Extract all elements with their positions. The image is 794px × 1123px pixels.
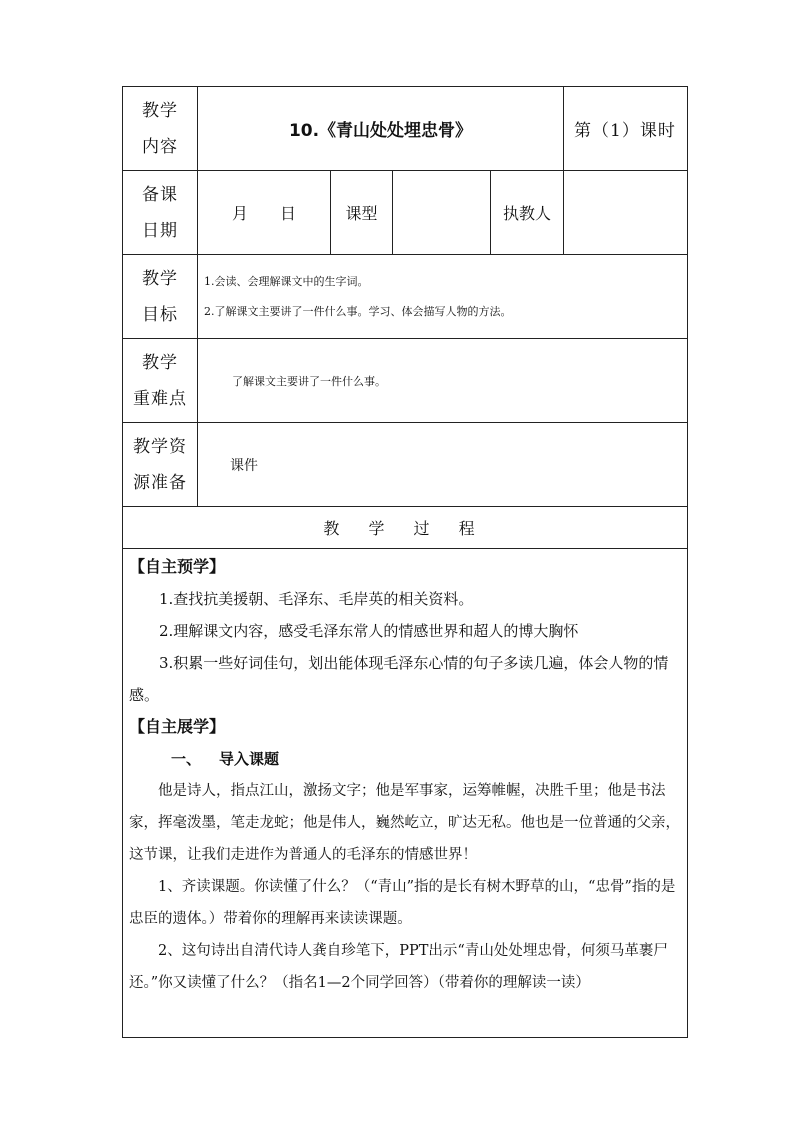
date-label: 备课 日期 <box>123 171 198 255</box>
goal-item: 1.会读、会理解课文中的生字词。 <box>204 274 369 288</box>
subsection-title: 导入课题 <box>219 750 280 768</box>
subsection-number: 一、 <box>171 750 202 768</box>
subsection-heading <box>171 743 681 775</box>
keypoints-content: 了解课文主要讲了一件什么事。 <box>198 339 688 423</box>
preview-item: 2.理解课文内容，感受毛泽东常人的情感世界和超人的博大胸怀 <box>159 622 579 640</box>
type-value <box>393 171 491 255</box>
section-title-preview: 【自主预学】 <box>129 557 226 576</box>
teacher-value <box>564 171 688 255</box>
preview-item: 1.查找抗美援朝、毛泽东、毛岸英的相关资料。 <box>159 590 474 608</box>
section-title-show: 【自主展学】 <box>129 717 226 736</box>
step-paragraph: 2、这句诗出自清代诗人龚自珍笔下，PPT出示“青山处处埋忠骨，何须马革裹尸还。”你又读懂了什么？（指名1—2个同学回答）（带着你的理解读一读） <box>129 943 668 991</box>
goals-row <box>123 255 688 339</box>
type-label: 课型 <box>331 171 393 255</box>
step-paragraph: 1、齐读课题。你读懂了什么？（“青山”指的是长有树木野草的山，“忠骨”指的是忠臣的遗体。）带着你的理解再来读读课题。 <box>129 879 676 927</box>
goals-content <box>198 255 688 339</box>
resources-content: 课件 <box>198 423 688 507</box>
date-row <box>123 171 688 255</box>
teacher-label: 执教人 <box>491 171 564 255</box>
process-title: 教 学 过 程 <box>123 507 688 549</box>
keypoints-label: 教学 重难点 <box>123 339 198 423</box>
goals-label: 教学 目标 <box>123 255 198 339</box>
content-label: 教学 内容 <box>123 87 198 171</box>
content-row <box>123 87 688 171</box>
process-row <box>123 507 688 549</box>
resources-label: 教学资 源准备 <box>123 423 198 507</box>
intro-paragraph: 他是诗人，指点江山，激扬文字；他是军事家，运筹帷幄，决胜千里；他是书法家，挥毫泼墨，笔走龙蛇；他是伟人，巍然屹立，旷达无私。他也是一位普通的父亲，这节课，让我们走进作为普通人的毛泽东的情感世界！ <box>129 783 680 863</box>
date-value: 月 日 <box>198 171 331 255</box>
keypoints-row <box>123 339 688 423</box>
preview-item: 3.积累一些好词佳句，划出能体现毛泽东心情的句子多读几遍，体会人物的情感。 <box>129 654 669 704</box>
goal-item: 2.了解课文主要讲了一件什么事。学习、体会描写人物的方法。 <box>204 304 512 318</box>
period-label: 第（1）课时 <box>564 87 688 171</box>
resources-row <box>123 423 688 507</box>
lesson-title: 10.《青山处处埋忠骨》 <box>198 87 564 171</box>
lesson-plan-table <box>122 86 688 549</box>
process-body <box>122 547 688 1038</box>
